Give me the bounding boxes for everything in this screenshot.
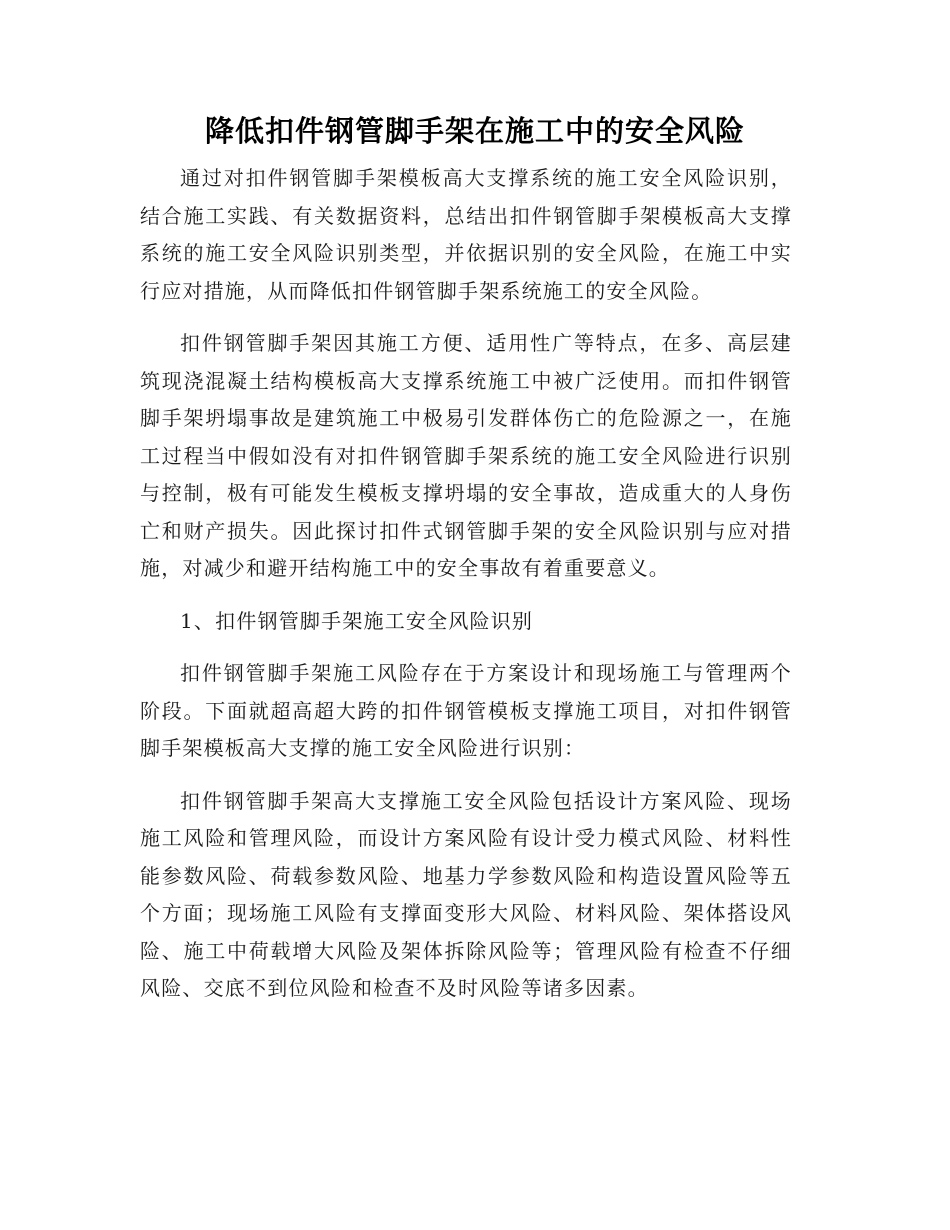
paragraph-risk-types: 扣件钢管脚手架高大支撑施工安全风险包括设计方案风险、现场施工风险和管理风险，而设计方案风险有设计受力模式风险、材料性能参数风险、荷载参数风险、地基力学参数风险和构造设置风险等五个方面；现场施工风险有支撑面变形大风险、材料风险、架体搭设风险、施工中荷载增大风险及架体拆除风险等；管理风险有检查不仔细风险、交底不到位风险和检查不及时风险等诸多因素。 — [140, 788, 792, 1000]
document-body — [140, 160, 792, 1023]
paragraph-intro: 通过对扣件钢管脚手架模板高大支撑系统的施工安全风险识别，结合施工实践、有关数据资料，总结出扣件钢管脚手架模板高大支撑系统的施工安全风险识别类型，并依据识别的安全风险，在施工中实行应对措施，从而降低扣件钢管脚手架系统施工的安全风险。 — [140, 166, 792, 303]
document-title: 降低扣件钢管脚手架在施工中的安全风险 — [204, 114, 745, 148]
section-heading-1: 1、扣件钢管脚手架施工安全风险识别 — [180, 608, 534, 633]
paragraph-risk-stages: 扣件钢管脚手架施工风险存在于方案设计和现场施工与管理两个阶段。下面就超高超大跨的扣件钢管模板支撑施工项目，对扣件钢管脚手架模板高大支撑的施工安全风险进行识别： — [140, 661, 792, 760]
paragraph-background: 扣件钢管脚手架因其施工方便、适用性广等特点，在多、高层建筑现浇混凝土结构模板高大支撑系统施工中被广泛使用。而扣件钢管脚手架坍塌事故是建筑施工中极易引发群体伤亡的危险源之一，在施工过程当中假如没有对扣件钢管脚手架系统的施工安全风险进行识别与控制，极有可能发生模板支撑坍塌的安全事故，造成重大的人身伤亡和财产损失。因此探讨扣件式钢管脚手架的安全风险识别与应对措施，对减少和避开结构施工中的安全事故有着重要意义。 — [140, 331, 792, 580]
